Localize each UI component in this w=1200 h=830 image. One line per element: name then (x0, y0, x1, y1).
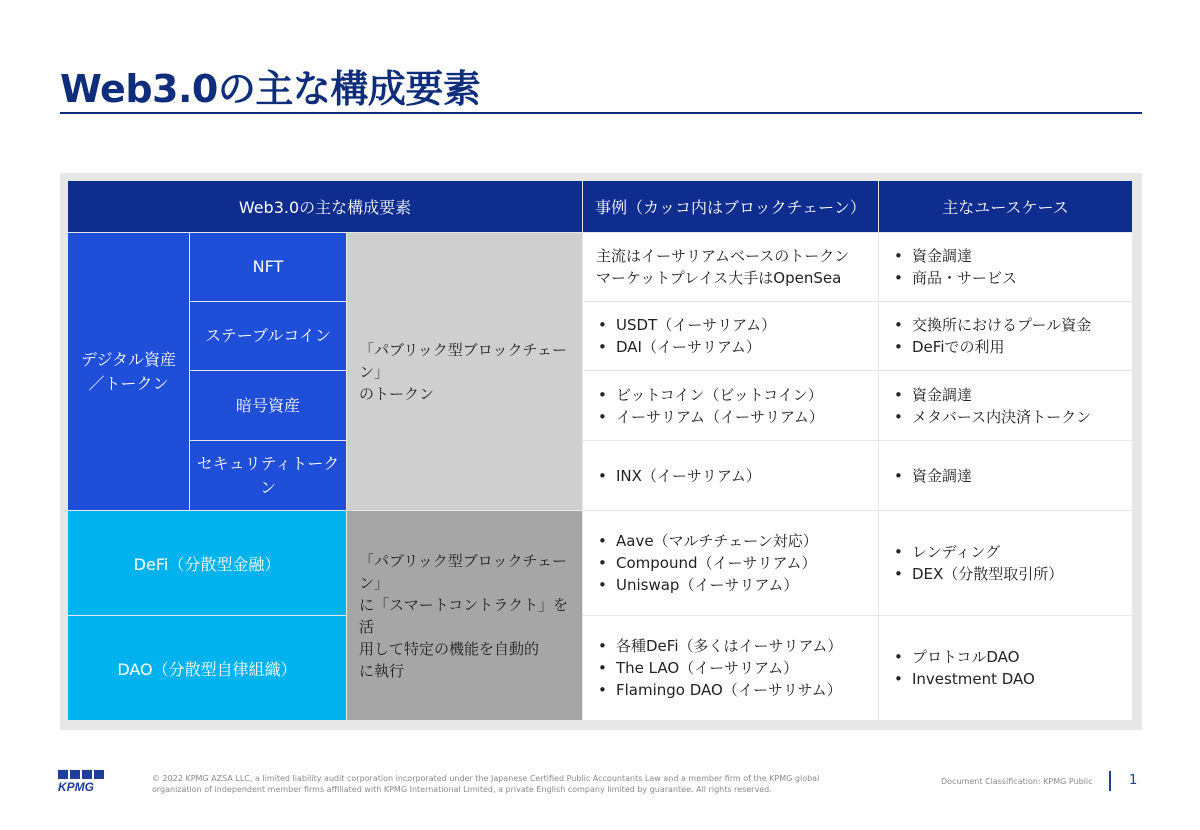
row-name-label: セキュリティトークン (196, 453, 340, 497)
examples-cell-crypto (583, 371, 878, 440)
usecases-cell-crypto (879, 371, 1132, 440)
header-usecases-label: 主なユースケース (942, 198, 1069, 217)
title-underline (60, 112, 1142, 114)
usecase-item: • 資金調達 (892, 465, 1132, 487)
header-usecases (879, 181, 1132, 232)
usecase-item: • 資金調達 (892, 384, 1132, 406)
category-smart-line: に「スマートコントラクト」を活 (359, 595, 569, 636)
category-smart-line: に執行 (359, 661, 405, 680)
usecase-item: • 資金調達 (892, 245, 1132, 267)
usecases-cell-dao (879, 616, 1132, 720)
category-smart-line: 用して特定の機能を自動的 (359, 639, 540, 658)
usecase-item: • Investment DAO (892, 668, 1132, 690)
category-public-smart-contract (347, 511, 582, 720)
group-digital-line1: デジタル資産 (80, 349, 177, 369)
document-classification: Document Classification: KPMG Public (941, 777, 1093, 786)
category-public-token-line2: のトークン (359, 384, 435, 403)
example-item: • Aave（マルチチェーン対応） (596, 530, 878, 552)
category-public-token-line1: 「パブリック型ブロックチェーン」 (359, 340, 568, 381)
usecase-item: • プロトコルDAO (892, 646, 1132, 668)
row-name-stablecoin (190, 302, 346, 370)
example-item: • 各種DeFi（多くはイーサリアム） (596, 635, 878, 657)
row-name-label: DeFi（分散型金融） (133, 554, 281, 574)
example-item: • ビットコイン（ビットコイン） (596, 384, 878, 406)
copyright-line: organization of independent member firms affiliated with KPMG International Limited, a private English company limited by guarantee. All rights reserved. (152, 785, 772, 794)
row-name-defi (68, 511, 346, 615)
row-name-label: 暗号資産 (235, 395, 300, 415)
copyright-line: © 2022 KPMG AZSA LLC, a limited liability audit corporation incorporated under the Japanese Certified Public Accountants Law and a member firm of the KPMG global (152, 774, 820, 783)
usecase-item: • DeFiでの利用 (892, 336, 1132, 358)
kpmg-logo-text: KPMG (58, 780, 94, 792)
row-name-dao (68, 616, 346, 720)
group-digital-line2: ／トークン (88, 373, 169, 393)
example-item: • DAI（イーサリアム） (596, 336, 878, 358)
header-examples (583, 181, 878, 232)
example-item: • Flamingo DAO（イーサリサム） (596, 679, 878, 701)
copyright-notice (152, 773, 819, 795)
example-item: • Uniswap（イーサリアム） (596, 574, 878, 596)
row-name-crypto (190, 371, 346, 440)
row-name-label: NFT (252, 257, 284, 276)
kpmg-logo (58, 770, 114, 792)
example-item: • Compound（イーサリアム） (596, 552, 878, 574)
row-name-label: DAO（分散型自律組織） (117, 659, 297, 679)
example-item: • イーサリアム（イーサリアム） (596, 406, 878, 428)
examples-cell-defi (583, 511, 878, 615)
usecase-item: • レンディング (892, 541, 1132, 563)
row-name-label: ステーブルコイン (205, 326, 331, 345)
page-number: 1 (1129, 773, 1138, 788)
usecases-cell-security-token (879, 441, 1132, 510)
usecase-item: • 交換所におけるプール資金 (892, 314, 1132, 336)
example-text: マーケットプレイス大手はOpenSea (596, 269, 842, 287)
examples-cell-stablecoin (583, 302, 878, 370)
examples-cell-security-token (583, 441, 878, 510)
examples-cell-nft (583, 233, 878, 301)
example-item: • INX（イーサリアム） (596, 465, 878, 487)
row-name-security-token (190, 441, 346, 510)
usecase-item: • 商品・サービス (892, 267, 1132, 289)
example-item: • The LAO（イーサリアム） (596, 657, 878, 679)
usecases-cell-nft (879, 233, 1132, 301)
footer-divider (1109, 771, 1111, 791)
header-element-label: Web3.0の主な構成要素 (238, 198, 412, 217)
header-element (68, 181, 582, 232)
usecase-item: • DEX（分散型取引所） (892, 563, 1132, 585)
header-examples-label: 事例（カッコ内はブロックチェーン） (595, 198, 866, 217)
page-title: Web3.0の主な構成要素 (60, 67, 481, 111)
examples-cell-dao (583, 616, 878, 720)
usecases-cell-defi (879, 511, 1132, 615)
usecases-cell-stablecoin (879, 302, 1132, 370)
usecase-item: • メタバース内決済トークン (892, 406, 1132, 428)
category-public-token (347, 233, 582, 510)
group-digital-assets (68, 233, 189, 510)
category-smart-line: 「パブリック型ブロックチェーン」 (359, 551, 568, 592)
row-name-nft (190, 233, 346, 301)
example-text: 主流はイーサリアムベースのトークン (596, 247, 850, 265)
example-item: • USDT（イーサリアム） (596, 314, 878, 336)
